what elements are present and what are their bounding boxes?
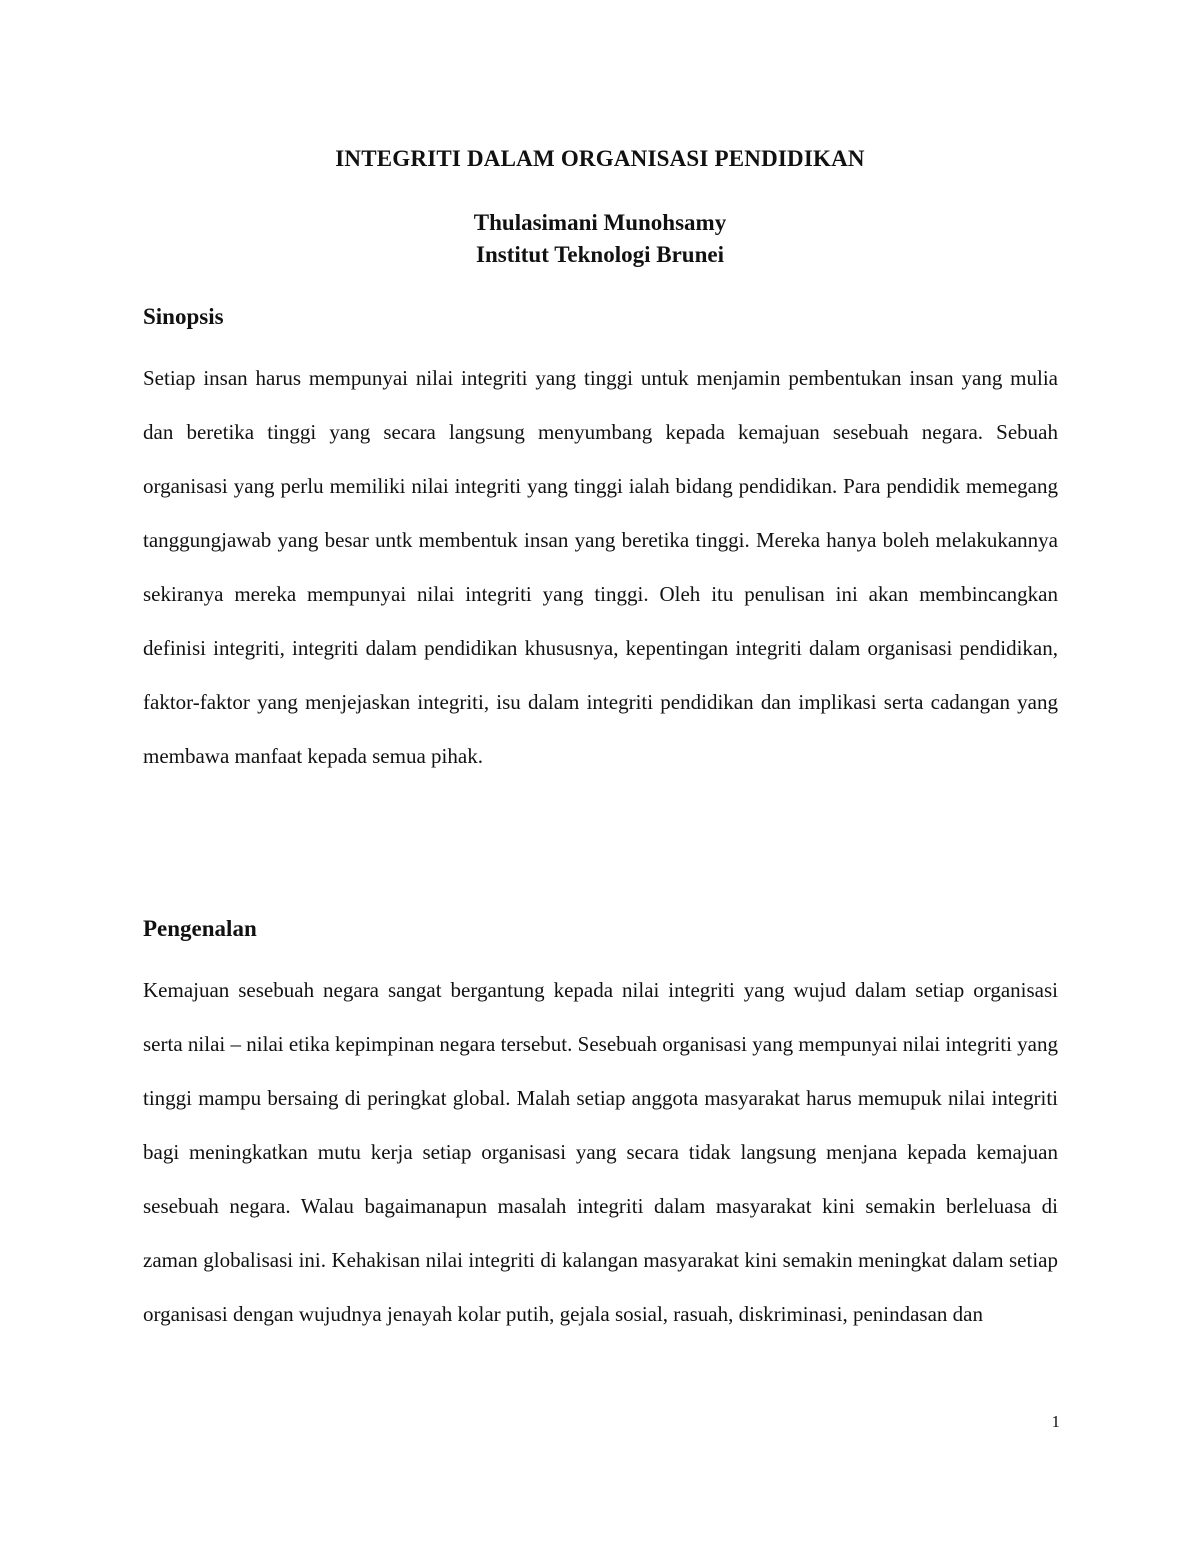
page-number: 1	[1051, 1412, 1060, 1431]
section-body-pengenalan: Kemajuan sesebuah negara sangat bergantung kepada nilai integriti yang wujud dalam setiap organisasi serta nilai – nilai etika kepimpinan negara tersebut. Sesebuah organisasi yang mempunyai nilai integriti yang tinggi mampu bersaing di peringkat global. Malah setiap anggota masyarakat harus memupuk nilai integriti bagi meningkatkan mutu kerja setiap organisasi yang secara tidak langsung menjana kepada kemajuan sesebuah negara. Walau bagaimanapun masalah integriti dalam masyarakat kini semakin berleluasa di zaman globalisasi ini. Kehakisan nilai integriti di kalangan masyarakat kini semakin meningkat dalam setiap organisasi dengan wujudnya jenayah kolar putih, gejala sosial, rasuah, diskriminasi, penindasan dan	[143, 978, 1058, 1326]
author-affiliation: Institut Teknologi Brunei	[476, 242, 724, 267]
author-block	[0, 207, 1200, 271]
section-heading-sinopsis: Sinopsis	[143, 304, 224, 329]
section-body-sinopsis: Setiap insan harus mempunyai nilai integriti yang tinggi untuk menjamin pembentukan insan yang mulia dan beretika tinggi yang secara langsung menyumbang kepada kemajuan sesebuah negara. Sebuah organisasi yang perlu memiliki nilai integriti yang tinggi ialah bidang pendidikan. Para pendidik memegang tanggungjawab yang besar untk membentuk insan yang beretika tinggi. Mereka hanya boleh melakukannya sekiranya mereka mempunyai nilai integriti yang tinggi. Oleh itu penulisan ini akan membincangkan definisi integriti, integriti dalam pendidikan khususnya, kepentingan integriti dalam organisasi pendidikan, faktor-faktor yang menjejaskan integriti, isu dalam integriti pendidikan dan implikasi serta cadangan yang membawa manfaat kepada semua pihak.	[143, 366, 1058, 768]
document-title: INTEGRITI DALAM ORGANISASI PENDIDIKAN	[335, 146, 865, 171]
author-name: Thulasimani Munohsamy	[473, 210, 727, 235]
section-heading-pengenalan: Pengenalan	[143, 916, 257, 941]
